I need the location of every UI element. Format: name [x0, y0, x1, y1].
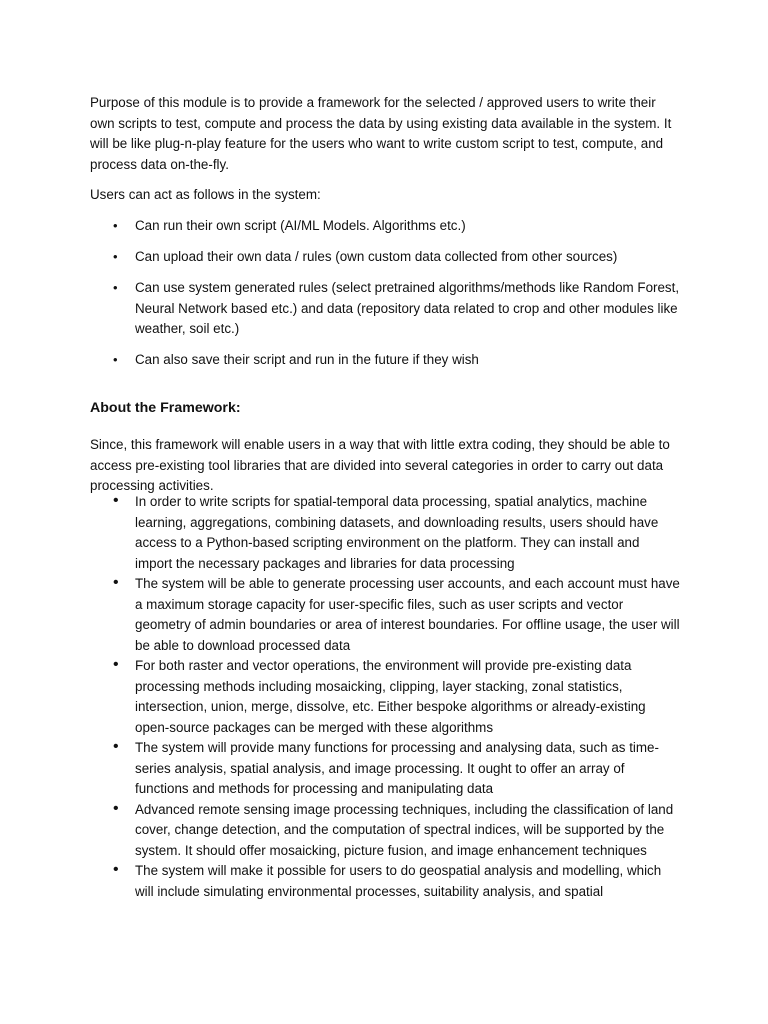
list-item-text: Can also save their script and run in the future if they wish — [135, 352, 479, 367]
list-item-text: Can upload their own data / rules (own custom data collected from other sources) — [135, 249, 618, 264]
bullet-icon: • — [113, 280, 118, 295]
list-item — [0, 247, 680, 268]
bullet-icon: • — [113, 738, 119, 755]
bullet-icon: • — [113, 861, 119, 878]
list-item-text: For both raster and vector operations, the environment will provide pre-existing data processing methods including mosaicking, clipping, layer stacking, zonal statistics, intersection, union, merge, dissolve, etc. Either bespoke algorithms or already-existing open-source packages can be merged with these algorithms — [135, 658, 646, 735]
bullet-icon: • — [113, 218, 118, 233]
list-item — [0, 216, 680, 237]
list-item-text: In order to write scripts for spatial-temporal data processing, spatial analytics, machine learning, aggregations, combining datasets, and downloading results, users should have access to a Python-based scripting environment on the platform. They can install and import the necessary packages and libraries for data processing — [135, 494, 659, 571]
framework-heading-text: About the Framework — [90, 400, 236, 416]
user-actions-list — [0, 216, 768, 381]
list-item — [0, 861, 680, 902]
framework-heading — [90, 398, 241, 418]
list-item-text: The system will provide many functions for processing and analysing data, such as time-series analysis, spatial analysis, and image processing. It ought to offer an array of functions and methods for processing and manipulating data — [135, 740, 659, 796]
list-item-text: Advanced remote sensing image processing techniques, including the classification of land cover, change detection, and the computation of spectral indices, will be supported by the system. It should offer mosaicking, picture fusion, and image enhancement techniques — [135, 801, 674, 858]
bullet-icon: • — [113, 574, 119, 591]
bullet-icon: • — [113, 799, 119, 817]
framework-heading-suffix: : — [235, 400, 241, 416]
list-item — [0, 278, 680, 340]
purpose-paragraph: Purpose of this module is to provide a framework for the selected / approved users to write their own scripts to test, compute and process the data by using existing data available in the system. It will be like plug-n-play feature for the users who want to write custom script to test, compute, and process data on-the-fly. — [90, 95, 672, 172]
list-item-text: Can use system generated rules (select pretrained algorithms/methods like Random Forest, Neural Network based etc.) and data (repository data related to crop and other modules like weather, soil etc.) — [135, 280, 680, 336]
list-item — [0, 656, 680, 738]
list-item-text: The system will make it possible for users to do geospatial analysis and modelling, which will include simulating environmental processes, suitability analysis, and spatial — [135, 863, 662, 899]
list-item — [0, 738, 680, 800]
framework-intro-paragraph: Since, this framework will enable users in a way that with little extra coding, they should be able to access pre-existing tool libraries that are divided into several categories in order to carry out data processing activities. — [90, 437, 670, 493]
list-item — [0, 350, 680, 371]
bullet-icon: • — [113, 352, 118, 367]
list-item-text: Can run their own script (AI/ML Models. Algorithms etc.) — [135, 218, 466, 233]
list-item — [0, 574, 680, 656]
users-act-paragraph: Users can act as follows in the system: — [90, 187, 321, 202]
bullet-icon: • — [113, 492, 119, 509]
bullet-icon: • — [113, 249, 118, 264]
list-item — [0, 492, 680, 574]
list-item-text: The system will be able to generate processing user accounts, and each account must have a maximum storage capacity for user-specific files, such as user scripts and vector geometry of admin boundaries or area of interest boundaries. For offline usage, the user will be able to download processed data — [135, 576, 680, 653]
bullet-icon: • — [113, 656, 119, 673]
list-item — [0, 800, 680, 862]
framework-points-list — [0, 492, 768, 902]
